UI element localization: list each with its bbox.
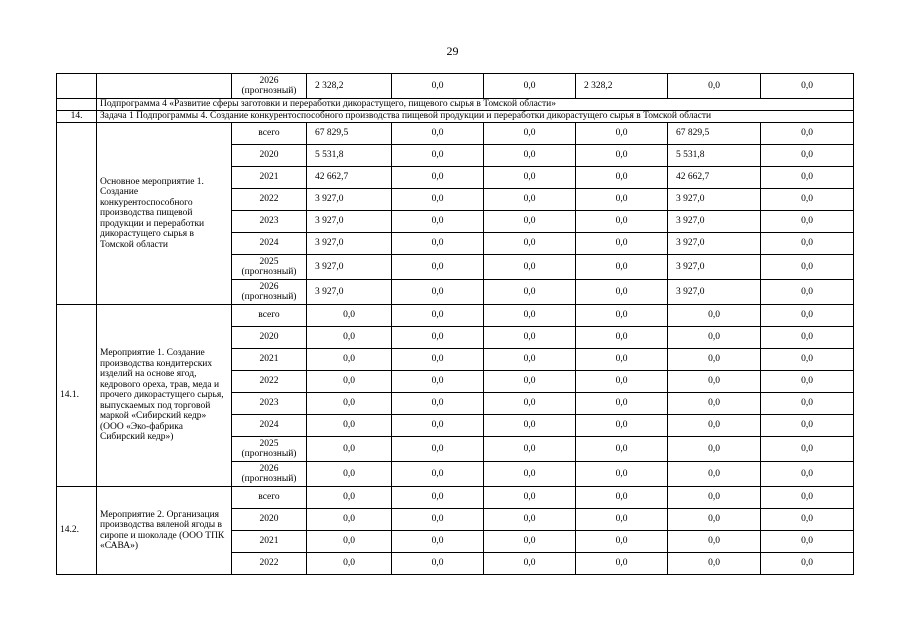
year-cell: всего — [232, 305, 307, 327]
year-cell: 2025 (прогнозный) — [232, 437, 307, 462]
value-cell: 0,0 — [576, 255, 668, 280]
value-cell: 0,0 — [576, 189, 668, 211]
value-cell: 0,0 — [576, 349, 668, 371]
value-cell: 3 927,0 — [668, 211, 761, 233]
value-cell: 0,0 — [668, 415, 761, 437]
value-cell: 0,0 — [307, 371, 392, 393]
value-cell: 0,0 — [576, 211, 668, 233]
value-cell: 0,0 — [307, 462, 392, 487]
value-cell: 3 927,0 — [668, 280, 761, 305]
year-cell: 2020 — [232, 509, 307, 531]
value-cell: 0,0 — [392, 211, 484, 233]
value-cell: 0,0 — [484, 167, 576, 189]
value-cell: 3 927,0 — [307, 280, 392, 305]
value-cell: 0,0 — [484, 531, 576, 553]
value-cell: 0,0 — [761, 531, 854, 553]
value-cell: 42 662,7 — [668, 167, 761, 189]
year-cell: 2021 — [232, 349, 307, 371]
value-cell: 0,0 — [576, 233, 668, 255]
value-cell: 0,0 — [484, 74, 576, 99]
table-body — [57, 74, 854, 575]
value-cell: 0,0 — [668, 74, 761, 99]
value-cell: 3 927,0 — [307, 189, 392, 211]
task-title: Задача 1 Подпрограммы 4. Создание конкурентоспособного производства пищевой продукции и переработки дикорастущего сырья в Томской области — [97, 111, 854, 123]
value-cell: 0,0 — [576, 145, 668, 167]
value-cell: 0,0 — [576, 393, 668, 415]
year-cell: 2024 — [232, 415, 307, 437]
value-cell: 0,0 — [668, 305, 761, 327]
value-cell: 0,0 — [307, 487, 392, 509]
value-cell: 0,0 — [576, 415, 668, 437]
value-cell: 0,0 — [761, 393, 854, 415]
value-cell: 0,0 — [392, 280, 484, 305]
value-cell: 0,0 — [307, 415, 392, 437]
subprogram-title: Подпрограмма 4 «Развитие сферы заготовки и переработки дикорастущего, пищевого сырья в Томской области» — [97, 99, 854, 111]
value-cell: 0,0 — [761, 189, 854, 211]
value-cell: 0,0 — [392, 371, 484, 393]
value-cell: 0,0 — [484, 189, 576, 211]
value-cell: 5 531,8 — [307, 145, 392, 167]
value-cell: 0,0 — [761, 415, 854, 437]
value-cell: 5 531,8 — [668, 145, 761, 167]
row-name-cell — [97, 74, 232, 99]
year-cell: 2026 (прогнозный) — [232, 74, 307, 99]
value-cell: 0,0 — [668, 487, 761, 509]
value-cell: 0,0 — [484, 280, 576, 305]
value-cell: 0,0 — [668, 462, 761, 487]
value-cell: 0,0 — [761, 371, 854, 393]
year-cell: 2021 — [232, 531, 307, 553]
value-cell: 0,0 — [484, 349, 576, 371]
value-cell: 0,0 — [576, 371, 668, 393]
activity-name-cell: Мероприятие 2. Организация производства вяленой ягоды в сиропе и шоколаде (ООО ТПК «САВА») — [97, 487, 232, 575]
value-cell: 0,0 — [484, 509, 576, 531]
value-cell: 3 927,0 — [307, 255, 392, 280]
value-cell: 0,0 — [392, 123, 484, 145]
value-cell: 0,0 — [484, 415, 576, 437]
row-number-cell: 14.1. — [57, 305, 97, 487]
year-cell: 2020 — [232, 327, 307, 349]
value-cell: 0,0 — [668, 327, 761, 349]
table-row — [57, 74, 854, 99]
value-cell: 0,0 — [392, 531, 484, 553]
value-cell: 0,0 — [576, 509, 668, 531]
year-cell: 2021 — [232, 167, 307, 189]
value-cell: 0,0 — [576, 280, 668, 305]
value-cell: 0,0 — [392, 393, 484, 415]
value-cell: 0,0 — [576, 167, 668, 189]
table-row — [57, 123, 854, 145]
value-cell: 0,0 — [484, 255, 576, 280]
value-cell: 0,0 — [576, 462, 668, 487]
value-cell: 2 328,2 — [576, 74, 668, 99]
value-cell: 3 927,0 — [307, 211, 392, 233]
value-cell: 0,0 — [761, 349, 854, 371]
budget-table — [56, 73, 854, 575]
value-cell: 0,0 — [392, 233, 484, 255]
value-cell: 0,0 — [307, 349, 392, 371]
value-cell: 0,0 — [484, 233, 576, 255]
value-cell: 0,0 — [576, 553, 668, 575]
value-cell: 0,0 — [307, 509, 392, 531]
value-cell: 67 829,5 — [307, 123, 392, 145]
value-cell: 42 662,7 — [307, 167, 392, 189]
value-cell: 3 927,0 — [307, 233, 392, 255]
value-cell: 0,0 — [484, 462, 576, 487]
value-cell: 0,0 — [484, 305, 576, 327]
value-cell: 0,0 — [668, 509, 761, 531]
value-cell: 0,0 — [392, 487, 484, 509]
value-cell: 0,0 — [392, 255, 484, 280]
value-cell: 0,0 — [761, 280, 854, 305]
value-cell: 0,0 — [761, 123, 854, 145]
value-cell: 0,0 — [668, 349, 761, 371]
value-cell: 0,0 — [392, 437, 484, 462]
value-cell: 0,0 — [761, 509, 854, 531]
value-cell: 0,0 — [761, 211, 854, 233]
row-number-cell — [57, 74, 97, 99]
value-cell: 0,0 — [392, 327, 484, 349]
year-cell: 2026 (прогнозный) — [232, 462, 307, 487]
value-cell: 0,0 — [392, 349, 484, 371]
value-cell: 0,0 — [576, 531, 668, 553]
value-cell: 0,0 — [576, 437, 668, 462]
value-cell: 0,0 — [307, 305, 392, 327]
value-cell: 0,0 — [392, 189, 484, 211]
table-row — [57, 111, 854, 123]
year-cell: 2022 — [232, 371, 307, 393]
value-cell: 0,0 — [761, 145, 854, 167]
value-cell: 0,0 — [576, 305, 668, 327]
value-cell: 0,0 — [307, 327, 392, 349]
value-cell: 0,0 — [761, 305, 854, 327]
value-cell: 0,0 — [307, 553, 392, 575]
value-cell: 0,0 — [484, 437, 576, 462]
table-row — [57, 487, 854, 509]
year-cell: 2022 — [232, 553, 307, 575]
year-cell: 2020 — [232, 145, 307, 167]
year-cell: 2023 — [232, 393, 307, 415]
value-cell: 0,0 — [576, 327, 668, 349]
value-cell: 0,0 — [392, 462, 484, 487]
activity-name-cell: Мероприятие 1. Создание производства кондитерских изделий на основе ягод, кедрового ореха, трав, меда и прочего дикорастущего сырья, выпускаемых под торговой маркой «Сибирский кедр» (ООО «Эко-фабрика Сибирский кедр») — [97, 305, 232, 487]
value-cell: 0,0 — [576, 487, 668, 509]
value-cell: 0,0 — [392, 415, 484, 437]
value-cell: 0,0 — [761, 553, 854, 575]
value-cell: 0,0 — [668, 437, 761, 462]
value-cell: 0,0 — [484, 211, 576, 233]
value-cell: 0,0 — [484, 553, 576, 575]
row-number-cell: 14.2. — [57, 487, 97, 575]
value-cell: 0,0 — [576, 123, 668, 145]
value-cell: 0,0 — [392, 145, 484, 167]
value-cell: 0,0 — [761, 462, 854, 487]
value-cell: 0,0 — [761, 255, 854, 280]
activity-name-cell: Основное мероприятие 1. Создание конкурентоспособного производства пищевой продукции и переработки дикорастущего сырья в Томской области — [97, 123, 232, 305]
value-cell: 0,0 — [668, 393, 761, 415]
value-cell: 0,0 — [392, 509, 484, 531]
value-cell: 0,0 — [307, 393, 392, 415]
value-cell: 2 328,2 — [307, 74, 392, 99]
value-cell: 0,0 — [392, 553, 484, 575]
value-cell: 0,0 — [484, 487, 576, 509]
value-cell: 0,0 — [761, 74, 854, 99]
page-number: 29 — [446, 44, 459, 58]
year-cell: всего — [232, 123, 307, 145]
table-row — [57, 99, 854, 111]
value-cell: 0,0 — [761, 233, 854, 255]
value-cell: 67 829,5 — [668, 123, 761, 145]
value-cell: 0,0 — [761, 327, 854, 349]
value-cell: 0,0 — [307, 437, 392, 462]
value-cell: 0,0 — [484, 123, 576, 145]
value-cell: 0,0 — [307, 531, 392, 553]
value-cell: 0,0 — [668, 553, 761, 575]
value-cell: 0,0 — [392, 305, 484, 327]
value-cell: 0,0 — [761, 437, 854, 462]
year-cell: 2025 (прогнозный) — [232, 255, 307, 280]
row-number-cell — [57, 99, 97, 111]
value-cell: 0,0 — [668, 531, 761, 553]
value-cell: 3 927,0 — [668, 189, 761, 211]
value-cell: 0,0 — [484, 393, 576, 415]
value-cell: 0,0 — [761, 167, 854, 189]
value-cell: 0,0 — [392, 167, 484, 189]
year-cell: 2023 — [232, 211, 307, 233]
value-cell: 0,0 — [392, 74, 484, 99]
table-row — [57, 305, 854, 327]
value-cell: 0,0 — [484, 327, 576, 349]
value-cell: 0,0 — [484, 371, 576, 393]
value-cell: 0,0 — [484, 145, 576, 167]
value-cell: 3 927,0 — [668, 233, 761, 255]
row-number-cell — [57, 123, 97, 305]
year-cell: 2026 (прогнозный) — [232, 280, 307, 305]
row-number-cell: 14. — [57, 111, 97, 123]
year-cell: 2022 — [232, 189, 307, 211]
year-cell: 2024 — [232, 233, 307, 255]
value-cell: 3 927,0 — [668, 255, 761, 280]
value-cell: 0,0 — [761, 487, 854, 509]
year-cell: всего — [232, 487, 307, 509]
value-cell: 0,0 — [668, 371, 761, 393]
